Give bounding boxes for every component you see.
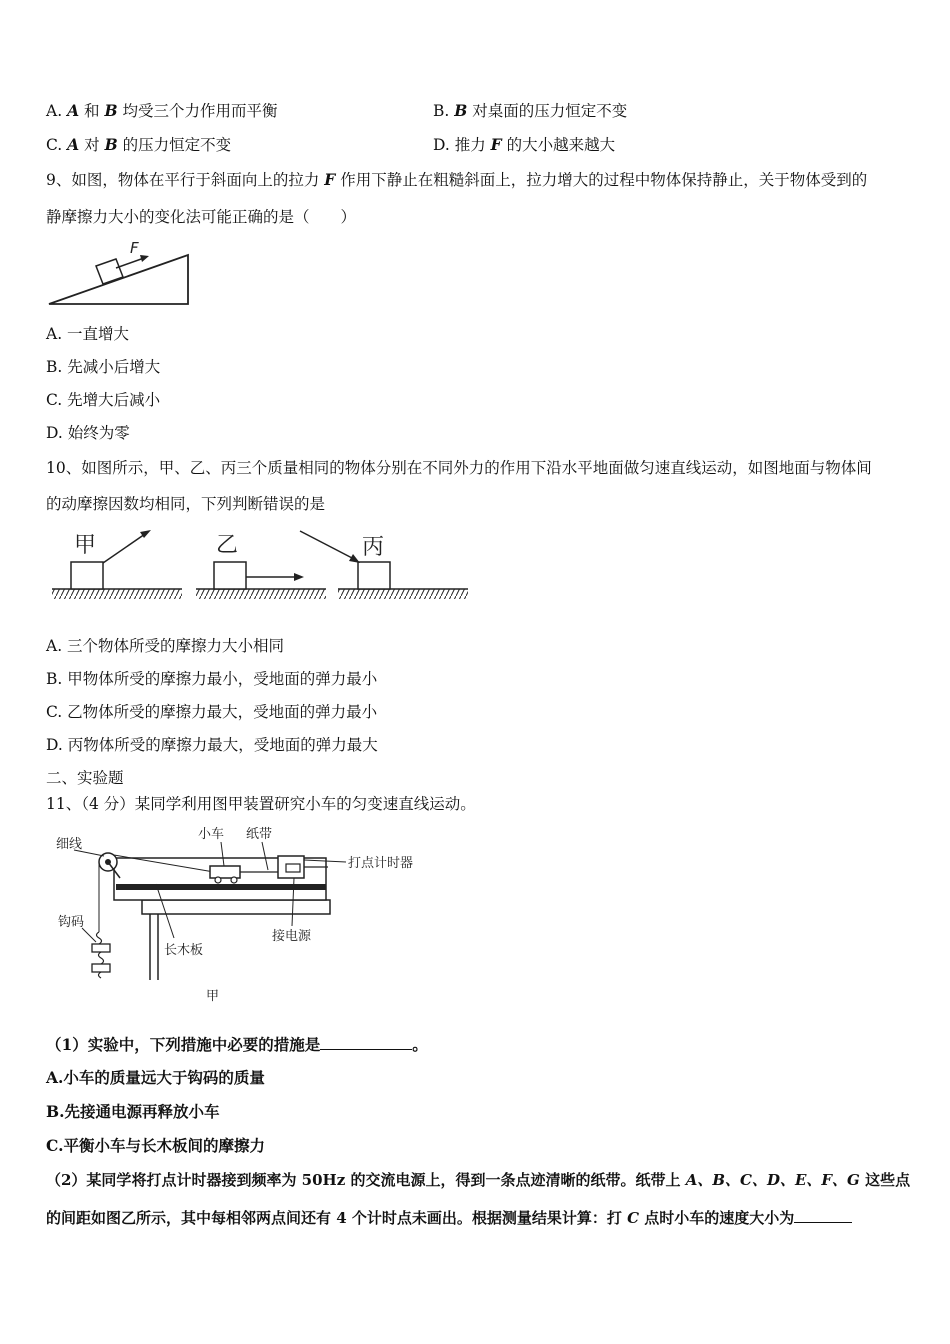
q9-stem-line2: 静摩擦力大小的变化法可能正确的是（ ） — [46, 208, 357, 226]
q9-stem-line1: 9、如图，物体在平行于斜面向上的拉力 F 作用下静止在粗糙斜面上，拉力增大的过程中物体保持静止，关于物体受到的 — [46, 170, 868, 189]
q9-force-label: F — [130, 239, 139, 257]
label-zhidai: 纸带 — [246, 827, 273, 842]
q11-part2-line2: 的间距如图乙所示，其中每相邻两点间还有 4 个计时点未画出。根据测量结果计算：打 C 点时小车的速度大小为 — [46, 1208, 852, 1228]
label-timer: 打点计时器 — [348, 856, 414, 871]
q11-part2-answer-blank[interactable] — [794, 1208, 852, 1223]
q11-part2-line1: （2）某同学将打点计时器接到频率为 50Hz 的交流电源上，得到一条点迹清晰的纸带。纸带上 A、B、C、D、E、F、G 这些点 — [46, 1171, 911, 1189]
q11-stem: 11、（4 分）某同学利用图甲装置研究小车的匀变速直线运动。 — [46, 795, 476, 813]
q11-option-b: B.先接通电源再释放小车 — [46, 1102, 220, 1121]
q10-option-d: D. 丙物体所受的摩擦力最大，受地面的弹力最大 — [46, 736, 378, 754]
label-power: 接电源 — [272, 929, 312, 944]
section-title: 二、实验题 — [46, 769, 124, 787]
q11-part1: （1）实验中，下列措施中必要的措施是 。 — [46, 1035, 428, 1054]
label-xiaoche: 小车 — [198, 827, 225, 842]
q8-option-a: A. A 和 B 均受三个力作用而平衡 — [46, 101, 278, 120]
q8-option-b: B. B 对桌面的压力恒定不变 — [433, 101, 628, 120]
q11-apparatus-figure — [46, 822, 446, 1012]
q8-option-d: D. 推力 F 的大小越来越大 — [433, 135, 616, 154]
q10-label-jia: 甲 — [74, 533, 97, 558]
q10-label-bing: 丙 — [362, 535, 385, 560]
q10-stem-line2: 的动摩擦因数均相同，下列判断错误的是 — [46, 495, 326, 513]
q9-option-c: C. 先增大后减小 — [46, 391, 161, 409]
figure-caption: 甲 — [206, 989, 220, 1004]
q9-option-a: A. 一直增大 — [46, 325, 130, 343]
label-xian: 细线 — [56, 837, 83, 852]
q8-option-c: C. A 对 B 的压力恒定不变 — [46, 135, 232, 154]
q10-label-yi: 乙 — [216, 533, 239, 558]
q10-option-b: B. 甲物体所受的摩擦力最小，受地面的弹力最小 — [46, 670, 378, 688]
q11-option-c: C.平衡小车与长木板间的摩擦力 — [46, 1136, 265, 1155]
q11-part1-answer-blank[interactable] — [320, 1035, 412, 1050]
q9-option-b: B. 先减小后增大 — [46, 358, 161, 376]
label-muban: 长木板 — [164, 943, 204, 958]
label-gouma: 钩码 — [58, 915, 85, 930]
q10-option-a: A. 三个物体所受的摩擦力大小相同 — [46, 637, 285, 655]
q10-three-blocks-figure — [46, 526, 476, 606]
q10-stem-line1: 10、如图所示，甲、乙、丙三个质量相同的物体分别在不同外力的作用下沿水平地面做匀速直线运动，如图地面与物体间 — [46, 459, 872, 477]
q9-option-d: D. 始终为零 — [46, 424, 130, 442]
q9-incline-figure — [46, 238, 196, 310]
q10-option-c: C. 乙物体所受的摩擦力最大，受地面的弹力最小 — [46, 703, 378, 721]
q11-option-a: A.小车的质量远大于钩码的质量 — [46, 1068, 265, 1087]
